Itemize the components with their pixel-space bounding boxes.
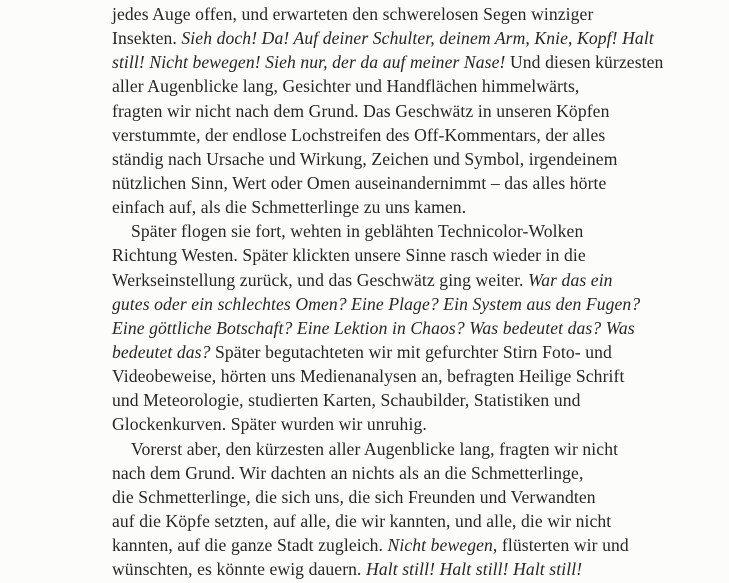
text-line [112,50,664,74]
text-line [112,26,652,50]
text-line [112,219,652,243]
text-segment: , flüsterten wir und [492,535,629,556]
text-segment: jedes Auge offen, und erwarteten den schwerelosen Segen winziger [112,4,594,24]
text-segment: auf die Köpfe setzten, auf alle, die wir kannten, und alle, die wir nicht [112,510,612,531]
text-segment: Später flogen sie fort, wehten in geblähten Technicolor-Wolken [131,221,584,242]
text-line [112,316,652,340]
italic-text-segment: Nicht bewegen [387,535,493,556]
text-line [112,437,652,461]
italic-text-segment: Sieh doch! Da! Auf deiner Schulter, deinem Arm, Knie, Kopf! Halt [181,28,654,49]
text-line [112,2,652,26]
text-segment: nützlichen Sinn, Wert oder Omen auseinandernimmt – das alles hörte [112,172,607,193]
italic-text-segment: bedeutet das? [112,341,211,362]
italic-text-segment: War das ein [528,269,613,290]
text-segment: Und diesen kürzesten [505,52,664,73]
text-line [112,557,652,581]
text-segment: die Schmetterlinge, die sich uns, die sich Freunden und Verwandten [112,486,596,507]
text-line [112,292,652,316]
text-line [112,195,652,219]
text-segment: Vorerst aber, den kürzesten aller Augenblicke lang, fragten wir nicht [131,438,619,459]
text-line [112,147,652,171]
text-segment: Insekten. [112,28,182,49]
page-text-block [112,2,664,581]
text-line [112,388,652,412]
text-segment: und Meteorologie, studierten Karten, Schaubilder, Statistiken und [112,390,581,411]
text-segment: Richtung Westen. Später klickten unsere Sinne rasch wieder in die [112,245,586,266]
text-line [112,74,652,98]
text-line [112,99,652,123]
text-line [112,171,652,195]
italic-text-segment: Eine göttliche Botschaft? Eine Lektion in Chaos? Was bedeutet das? Was [112,317,635,338]
text-line [112,485,652,509]
text-line [112,412,652,436]
text-line [112,509,652,533]
text-segment: Videobeweise, hörten uns Medienanalysen an, befragten Heilige Schrift [112,366,625,387]
text-segment: fragten wir nicht nach dem Grund. Das Geschwätz in unseren Köpfen [112,100,610,121]
text-line [112,123,652,147]
text-segment: aller Augenblicke lang, Gesichter und Handflächen himmelwärts, [112,76,580,97]
text-segment: Glockenkurven. Später wurden wir unruhig. [112,414,427,435]
text-segment: verstummte, der endlose Lochstreifen des Off-Kommentars, der alles [112,124,606,145]
text-line [112,364,652,388]
text-segment: einfach auf, als die Schmetterlinge zu uns kamen. [112,197,467,218]
italic-text-segment: gutes oder ein schlechtes Omen? Eine Plage? Ein System aus den Fugen? [112,293,641,314]
text-segment: ständig nach Ursache und Wirkung, Zeichen und Symbol, irgendeinem [112,148,618,169]
text-line [112,340,652,364]
text-segment: Später begutachteten wir mit gefurchter Stirn Foto- und [210,341,612,362]
text-segment: Werkseinstellung zurück, und das Geschwätz ging weiter. [112,269,529,290]
text-segment: nach dem Grund. Wir dachten an nichts als an die Schmetterlinge, [112,462,584,483]
text-line [112,533,652,557]
text-line [112,461,652,485]
italic-text-segment: Halt still! Halt still! Halt still! [366,559,583,580]
text-line [112,243,652,267]
italic-text-segment: still! Nicht bewegen! Sieh nur, der da auf meiner Nase! [112,52,506,73]
text-line [112,268,652,292]
text-segment: kannten, auf die ganze Stadt zugleich. [112,535,388,556]
text-segment: wünschten, es könnte ewig dauern. [112,559,367,580]
